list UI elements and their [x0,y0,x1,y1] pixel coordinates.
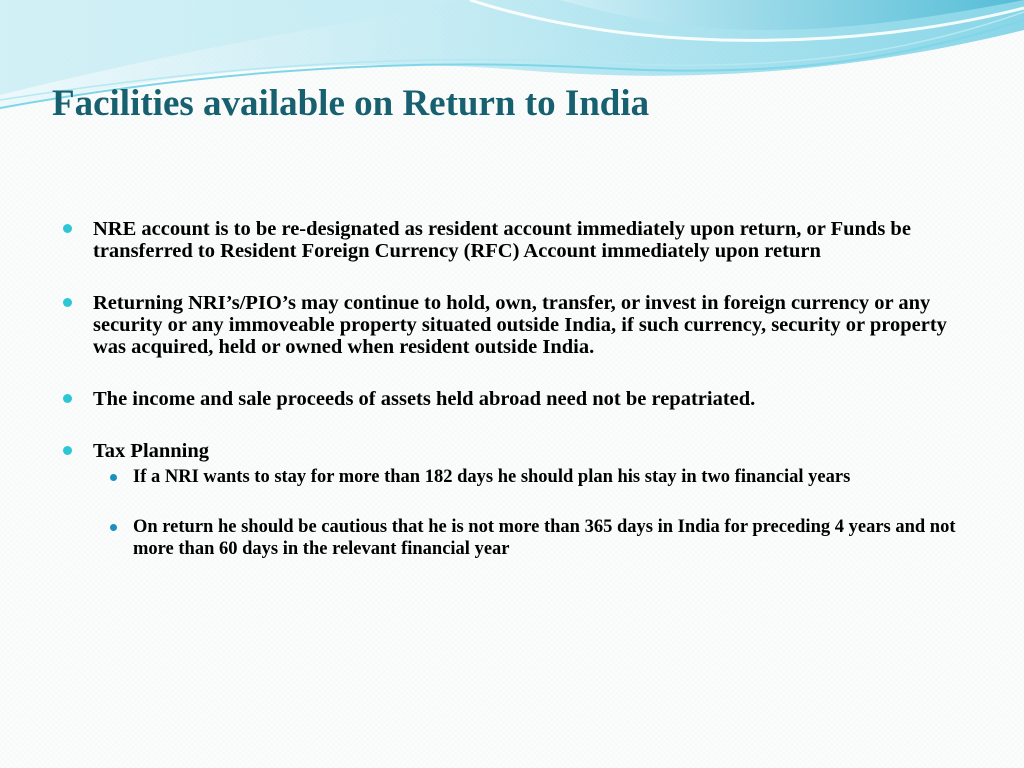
sub-bullet-list [93,466,970,560]
bullet-text: The income and sale proceeds of assets held abroad need not be repatriated. [93,388,756,410]
slide-title: Facilities available on Return to India [52,83,650,124]
bullet-dot-icon [63,446,72,455]
bullet-text: NRE account is to be re-designated as resident account immediately upon return, or Funds be transferred to Resident Foreign Currency (RFC) Account immediately upon return [93,218,911,262]
bullet-list [60,218,970,588]
bullet-dot-icon [63,394,72,403]
sub-bullet-item [93,466,970,488]
bullet-item [60,292,970,358]
bullet-text: Returning NRI’s/PIO’s may continue to hold, own, transfer, or invest in foreign currency or any security or any immoveable property situated outside India, if such currency, security or property was acquired, held or owned when resident outside India. [93,292,947,358]
bullet-dot-icon [63,224,72,233]
bullet-dot-icon [63,298,72,307]
bullet-item [60,440,970,560]
bullet-item [60,218,970,262]
bullet-item [60,388,970,410]
sub-bullet-item [93,516,970,560]
bullet-text: Tax Planning [93,440,210,462]
sub-bullet-dot-icon [110,474,117,481]
sub-bullet-text: On return he should be cautious that he is not more than 365 days in India for preceding 4 years and not more than 60 days in the relevant financial year [133,517,956,559]
sub-bullet-dot-icon [110,524,117,531]
sub-bullet-text: If a NRI wants to stay for more than 182 days he should plan his stay in two financial years [133,467,851,487]
